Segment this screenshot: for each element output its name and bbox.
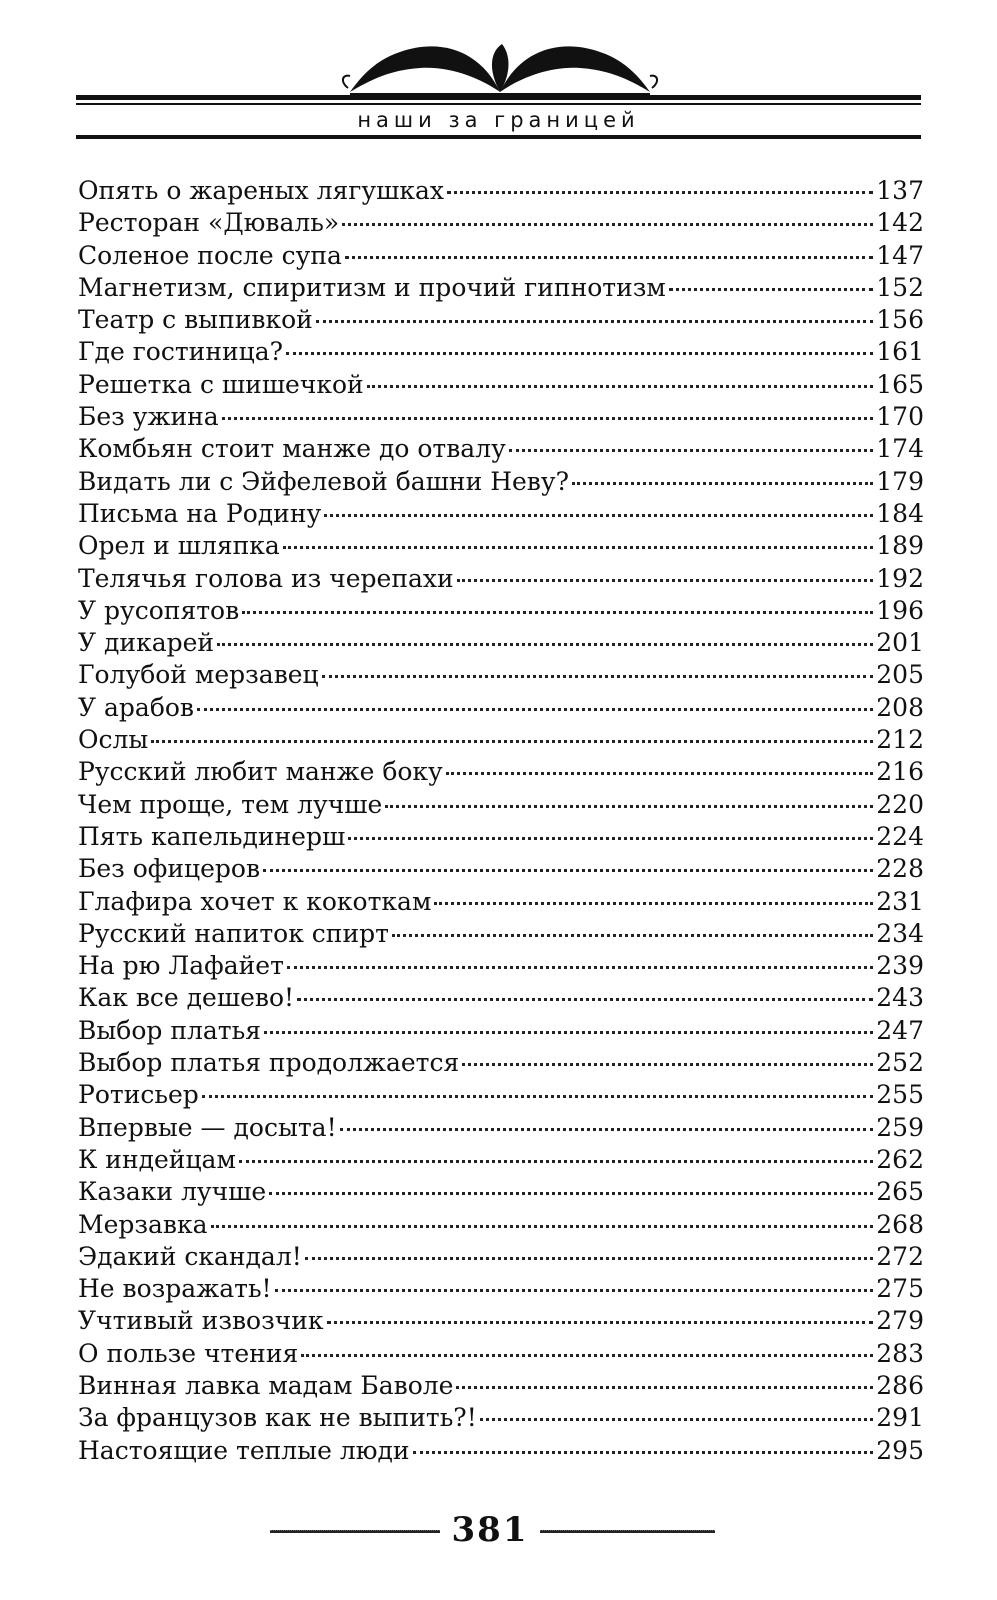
toc-entry-page: 152 bbox=[876, 272, 924, 302]
toc-entry-page: 259 bbox=[876, 1112, 924, 1142]
toc-entry-page: 279 bbox=[876, 1306, 924, 1336]
toc-leader-dots bbox=[211, 1225, 874, 1228]
toc-leader-dots bbox=[222, 417, 874, 420]
toc-entry bbox=[78, 659, 924, 691]
toc-leader-dots bbox=[669, 288, 873, 291]
toc-entry-title: Без ужина bbox=[78, 402, 219, 432]
toc-entry-page: 201 bbox=[876, 628, 924, 658]
footer-folio bbox=[270, 1510, 730, 1550]
toc-entry-page: 268 bbox=[876, 1209, 924, 1239]
toc-entry-title: Впервые — досыта! bbox=[78, 1112, 337, 1142]
toc-leader-dots bbox=[286, 352, 873, 355]
page-number: 381 bbox=[451, 1510, 529, 1550]
toc-entry-title: Русский напиток спирт bbox=[78, 918, 389, 948]
toc-leader-dots bbox=[413, 1451, 874, 1454]
toc-leader-dots bbox=[385, 805, 873, 808]
toc-entry bbox=[78, 756, 924, 788]
toc-entry bbox=[78, 789, 924, 821]
toc-entry-page: 231 bbox=[876, 886, 924, 916]
toc-entry-page: 192 bbox=[876, 563, 924, 593]
toc-leader-dots bbox=[572, 482, 873, 485]
header-rule-thin bbox=[76, 103, 921, 105]
toc-entry-page: 295 bbox=[876, 1435, 924, 1465]
folio-rule-left bbox=[270, 1530, 440, 1533]
toc-entry bbox=[78, 1176, 924, 1208]
toc-entry bbox=[78, 853, 924, 885]
toc-entry-title: Орел и шляпка bbox=[78, 531, 280, 561]
toc-entry-page: 137 bbox=[876, 176, 924, 205]
toc-entry-page: 272 bbox=[876, 1241, 924, 1271]
toc-entry-title: К индейцам bbox=[78, 1144, 236, 1174]
toc-leader-dots bbox=[348, 837, 873, 840]
toc-entry-title: Чем проще, тем лучше bbox=[78, 789, 383, 819]
toc-entry bbox=[78, 1015, 924, 1047]
toc-entry-page: 189 bbox=[876, 531, 924, 561]
toc-entry-title: Письма на Родину bbox=[78, 498, 322, 528]
toc-leader-dots bbox=[269, 1192, 873, 1195]
toc-entry-title: Театр с выпивкой bbox=[78, 305, 313, 335]
toc-entry-page: 179 bbox=[876, 466, 924, 496]
toc-entry-page: 220 bbox=[876, 789, 924, 819]
toc-entry-title: Не возражать! bbox=[78, 1274, 272, 1304]
toc-entry bbox=[78, 336, 924, 368]
toc-entry bbox=[78, 401, 924, 433]
toc-leader-dots bbox=[305, 1257, 874, 1260]
toc-leader-dots bbox=[446, 772, 874, 775]
toc-entry-title: Винная лавка мадам Баволе bbox=[78, 1370, 454, 1400]
toc-entry-page: 283 bbox=[876, 1338, 924, 1368]
toc-entry bbox=[78, 466, 924, 498]
toc-entry bbox=[78, 950, 924, 982]
folio-rule-right bbox=[540, 1530, 715, 1533]
toc-entry bbox=[78, 821, 924, 853]
toc-leader-dots bbox=[345, 256, 873, 259]
toc-leader-dots bbox=[202, 1095, 874, 1098]
toc-leader-dots bbox=[462, 1063, 873, 1066]
toc-entry-page: 205 bbox=[876, 660, 924, 690]
toc-entry-page: 196 bbox=[876, 595, 924, 625]
toc-entry-page: 224 bbox=[876, 821, 924, 851]
toc-entry-page: 291 bbox=[876, 1403, 924, 1433]
toc-entry-title: Глафира хочет к кокоткам bbox=[78, 886, 432, 916]
toc-entry-title: Магнетизм, спиритизм и прочий гипнотизм bbox=[78, 272, 666, 302]
toc-entry-page: 212 bbox=[876, 725, 924, 755]
toc-entry bbox=[78, 498, 924, 530]
toc-entry-title: Казаки лучше bbox=[78, 1177, 267, 1207]
toc-entry-page: 275 bbox=[876, 1274, 924, 1304]
toc-entry-title: Русский любит манже боку bbox=[78, 757, 443, 787]
toc-entry bbox=[78, 1402, 924, 1434]
toc-entry-page: 228 bbox=[876, 854, 924, 884]
toc-entry bbox=[78, 240, 924, 272]
toc-entry bbox=[78, 1305, 924, 1337]
header-rule-bottom bbox=[76, 135, 921, 139]
toc-entry bbox=[78, 886, 924, 918]
toc-entry bbox=[78, 1241, 924, 1273]
toc-entry-title: О пользе чтения bbox=[78, 1338, 299, 1368]
toc-leader-dots bbox=[509, 449, 873, 452]
toc-entry-page: 262 bbox=[876, 1144, 924, 1174]
toc-leader-dots bbox=[456, 1386, 873, 1389]
toc-leader-dots bbox=[217, 643, 873, 646]
toc-entry-title: Ослы bbox=[78, 725, 149, 755]
toc-entry-title: Соленое после супа bbox=[78, 240, 342, 270]
toc-leader-dots bbox=[316, 320, 873, 323]
toc-leader-dots bbox=[239, 1160, 873, 1163]
toc-entry bbox=[78, 692, 924, 724]
toc-leader-dots bbox=[342, 223, 873, 226]
toc-entry-title: У арабов bbox=[78, 692, 195, 722]
toc-leader-dots bbox=[367, 385, 874, 388]
toc-entry-title: Решетка с шишечкой bbox=[78, 369, 364, 399]
toc-entry-title: Настоящие теплые люди bbox=[78, 1435, 410, 1465]
toc-entry bbox=[78, 1273, 924, 1305]
toc-leader-dots bbox=[392, 934, 873, 937]
toc-entry-title: Видать ли с Эйфелевой башни Неву? bbox=[78, 466, 569, 496]
toc-entry-page: 161 bbox=[876, 337, 924, 367]
toc-leader-dots bbox=[434, 902, 873, 905]
toc-entry-title: Опять о жареных лягушках bbox=[78, 176, 444, 205]
toc-entry-page: 156 bbox=[876, 305, 924, 335]
toc-entry bbox=[78, 530, 924, 562]
toc-entry bbox=[78, 272, 924, 304]
toc-entry-title: Учтивый извозчик bbox=[78, 1306, 324, 1336]
header-rule-thick bbox=[76, 95, 921, 100]
toc-entry-page: 142 bbox=[876, 208, 924, 238]
toc-entry-page: 216 bbox=[876, 757, 924, 787]
toc-entry bbox=[78, 1370, 924, 1402]
toc-entry-title: Выбор платья продолжается bbox=[78, 1048, 460, 1078]
toc-entry bbox=[78, 369, 924, 401]
toc-entry bbox=[78, 595, 924, 627]
toc-entry-title: У дикарей bbox=[78, 628, 215, 658]
table-of-contents bbox=[78, 175, 924, 1467]
toc-entry-page: 174 bbox=[876, 434, 924, 464]
toc-leader-dots bbox=[322, 675, 874, 678]
toc-entry bbox=[78, 724, 924, 756]
running-head: наши за границей bbox=[357, 108, 640, 132]
toc-leader-dots bbox=[480, 1418, 874, 1421]
toc-entry-title: Голубой мерзавец bbox=[78, 660, 319, 690]
toc-entry-page: 286 bbox=[876, 1370, 924, 1400]
toc-leader-dots bbox=[264, 1031, 873, 1034]
toc-entry-page: 239 bbox=[876, 951, 924, 981]
toc-entry-page: 165 bbox=[876, 369, 924, 399]
header-ornament bbox=[330, 30, 670, 100]
toc-leader-dots bbox=[275, 1289, 874, 1292]
toc-entry bbox=[78, 563, 924, 595]
toc-entry-title: На рю Лафайет bbox=[78, 951, 284, 981]
toc-entry bbox=[78, 1112, 924, 1144]
toc-entry-page: 234 bbox=[876, 918, 924, 948]
toc-leader-dots bbox=[301, 1354, 873, 1357]
toc-entry-title: Как все дешево! bbox=[78, 983, 295, 1013]
toc-entry bbox=[78, 175, 924, 207]
toc-entry-title: Без офицеров bbox=[78, 854, 261, 884]
toc-entry bbox=[78, 918, 924, 950]
toc-entry-page: 252 bbox=[876, 1048, 924, 1078]
toc-entry-page: 208 bbox=[876, 692, 924, 722]
toc-entry bbox=[78, 1047, 924, 1079]
toc-entry-page: 170 bbox=[876, 402, 924, 432]
toc-leader-dots bbox=[242, 611, 873, 614]
toc-entry-title: Ротисьер bbox=[78, 1080, 199, 1110]
toc-leader-dots bbox=[327, 1321, 874, 1324]
toc-entry-title: Ресторан «Дюваль» bbox=[78, 208, 340, 238]
toc-entry bbox=[78, 1079, 924, 1111]
toc-entry-page: 265 bbox=[876, 1177, 924, 1207]
toc-entry bbox=[78, 627, 924, 659]
toc-leader-dots bbox=[447, 191, 873, 194]
toc-entry-page: 247 bbox=[876, 1015, 924, 1045]
toc-leader-dots bbox=[340, 1128, 874, 1131]
toc-entry-title: Эдакий скандал! bbox=[78, 1241, 302, 1271]
toc-entry-page: 243 bbox=[876, 983, 924, 1013]
toc-entry bbox=[78, 304, 924, 336]
toc-entry bbox=[78, 1209, 924, 1241]
toc-entry bbox=[78, 1144, 924, 1176]
toc-leader-dots bbox=[263, 869, 873, 872]
toc-entry bbox=[78, 982, 924, 1014]
toc-leader-dots bbox=[324, 514, 873, 517]
toc-leader-dots bbox=[287, 966, 873, 969]
toc-entry bbox=[78, 1338, 924, 1370]
toc-entry-title: Мерзавка bbox=[78, 1209, 208, 1239]
toc-leader-dots bbox=[197, 708, 873, 711]
toc-entry bbox=[78, 1435, 924, 1467]
toc-entry bbox=[78, 433, 924, 465]
toc-entry bbox=[78, 207, 924, 239]
toc-entry-page: 184 bbox=[876, 498, 924, 528]
toc-entry-title: Телячья голова из черепахи bbox=[78, 563, 454, 593]
toc-leader-dots bbox=[283, 546, 873, 549]
toc-entry-title: У русопятов bbox=[78, 595, 240, 625]
toc-leader-dots bbox=[457, 579, 874, 582]
toc-entry-title: Комбьян стоит манже до отвалу bbox=[78, 434, 506, 464]
toc-entry-page: 147 bbox=[876, 240, 924, 270]
toc-leader-dots bbox=[297, 998, 873, 1001]
toc-leader-dots bbox=[151, 740, 873, 743]
toc-entry-title: За французов как не выпить?! bbox=[78, 1403, 477, 1433]
toc-entry-title: Где гостиница? bbox=[78, 337, 284, 367]
toc-entry-title: Пять капельдинерш bbox=[78, 821, 346, 851]
toc-entry-page: 255 bbox=[876, 1080, 924, 1110]
toc-entry-title: Выбор платья bbox=[78, 1015, 261, 1045]
